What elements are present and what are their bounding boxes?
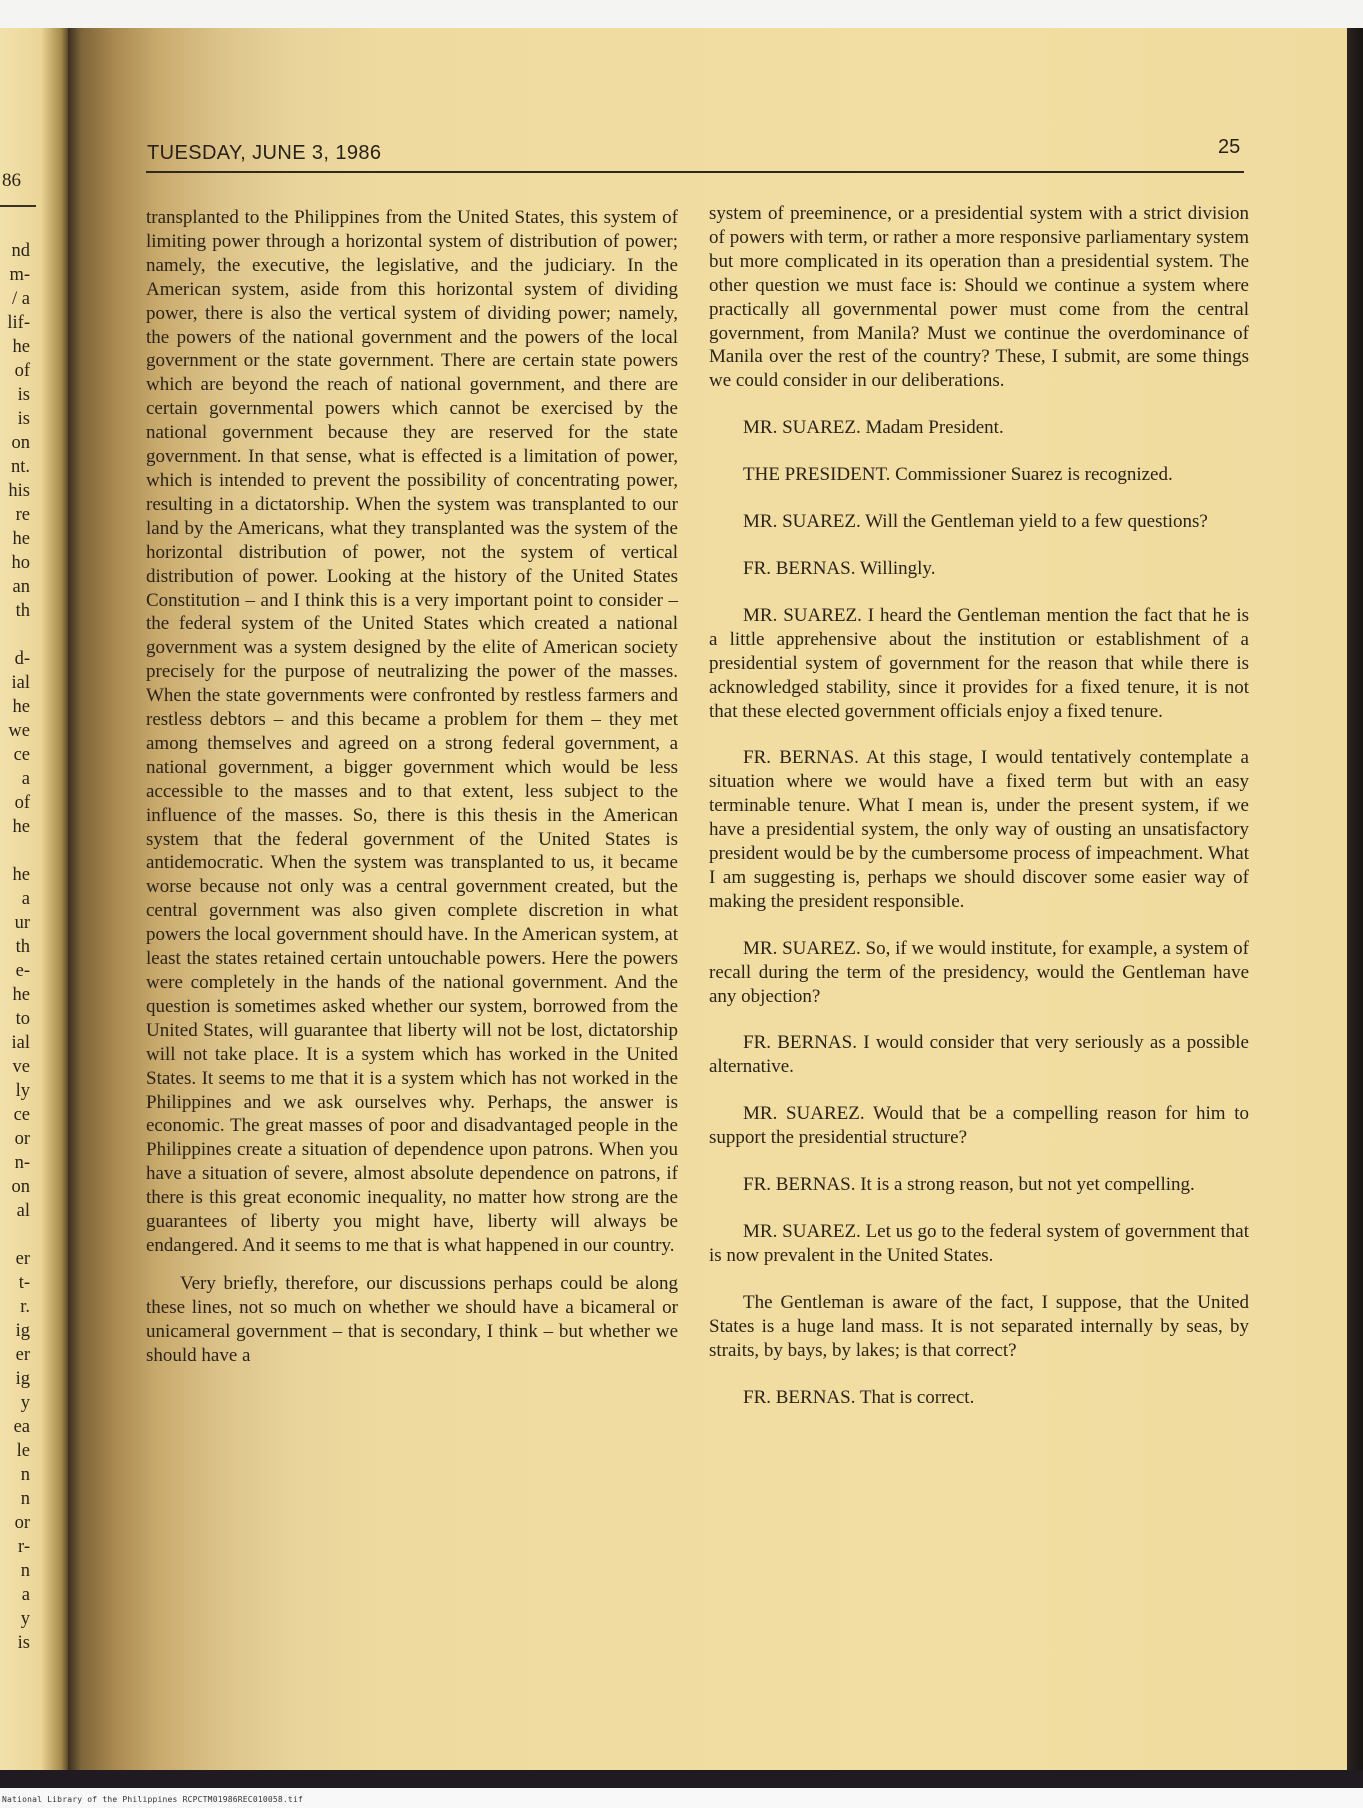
speaker-line: MR. SUAREZ. Would that be a compelling reason for him to support the presidential structure? bbox=[709, 1103, 1249, 1149]
previous-page-fragment: y bbox=[20, 1393, 30, 1413]
previous-page-fragment: his bbox=[8, 481, 30, 501]
previous-page-fragment: on bbox=[11, 1177, 30, 1197]
page-header-date: TUESDAY, JUNE 3, 1986 bbox=[147, 142, 382, 164]
previous-page-fragment: m- bbox=[9, 265, 30, 285]
scan-bottom-background bbox=[0, 1770, 1363, 1788]
previous-page-edge bbox=[0, 28, 68, 1770]
scan-top-margin bbox=[0, 0, 1363, 28]
previous-page-rule bbox=[0, 205, 36, 207]
right-column bbox=[709, 202, 1249, 1409]
previous-page-fragment: an bbox=[12, 577, 30, 597]
previous-page-fragment: or bbox=[14, 1513, 30, 1533]
previous-page-fragment bbox=[0, 839, 30, 863]
previous-page-fragment: th bbox=[15, 601, 30, 621]
previous-page-fragment: ce bbox=[13, 745, 30, 765]
previous-page-fragment: al bbox=[16, 1201, 30, 1221]
previous-page-fragment: nd bbox=[11, 241, 30, 261]
previous-page-fragment: ce bbox=[13, 1105, 30, 1125]
previous-page-fragment: ig bbox=[15, 1321, 30, 1341]
previous-page-fragment: t- bbox=[18, 1273, 30, 1293]
previous-page-fragment: a bbox=[21, 889, 30, 909]
previous-page-fragment: n- bbox=[14, 1153, 30, 1173]
previous-page-fragment: n bbox=[20, 1561, 30, 1581]
previous-page-fragment: he bbox=[12, 337, 30, 357]
previous-page-fragment: th bbox=[15, 937, 30, 957]
previous-page-fragment: on bbox=[11, 433, 30, 453]
previous-page-fragment: le bbox=[16, 1441, 30, 1461]
previous-page-fragment: / a bbox=[12, 289, 30, 309]
previous-page-number: 86 bbox=[2, 170, 21, 191]
previous-page-fragment: or bbox=[14, 1129, 30, 1149]
previous-page-fragment: is bbox=[17, 385, 30, 405]
previous-page-fragment: he bbox=[12, 529, 30, 549]
speaker-line: FR. BERNAS. I would consider that very seriously as a possible alternative. bbox=[709, 1032, 1249, 1078]
previous-page-fragment: er bbox=[15, 1345, 30, 1365]
previous-page-fragment: is bbox=[17, 1633, 30, 1653]
previous-page-fragment: n bbox=[20, 1465, 30, 1485]
previous-page-fragment: he bbox=[12, 985, 30, 1005]
previous-page-fragment: he bbox=[12, 817, 30, 837]
previous-page-fragment: of bbox=[14, 793, 30, 813]
previous-page-fragment: ho bbox=[11, 553, 30, 573]
previous-page-fragment: ve bbox=[12, 1057, 30, 1077]
previous-page-fragment: ig bbox=[15, 1369, 30, 1389]
speaker-line: MR. SUAREZ. Madam President. bbox=[743, 417, 1004, 439]
previous-page-fragment bbox=[0, 623, 30, 647]
previous-page-fragment: d- bbox=[14, 649, 30, 669]
previous-page-fragment: he bbox=[12, 697, 30, 717]
speaker-line: MR. SUAREZ. Will the Gentleman yield to a few questions? bbox=[743, 511, 1208, 533]
speaker-line: MR. SUAREZ. Let us go to the federal system of government that is now prevalent in the United States. bbox=[709, 1221, 1249, 1266]
previous-page-fragment: ly bbox=[15, 1081, 30, 1101]
previous-page-fragment: er bbox=[15, 1249, 30, 1269]
previous-page-fragment bbox=[0, 1223, 30, 1247]
speaker-line: FR. BERNAS. It is a strong reason, but not yet compelling. bbox=[743, 1174, 1195, 1196]
speaker-line: FR. BERNAS. Willingly. bbox=[743, 557, 936, 579]
previous-page-fragment: a bbox=[21, 1585, 30, 1605]
previous-page-fragment: r. bbox=[20, 1297, 30, 1317]
speaker-line: The Gentleman is aware of the fact, I suppose, that the United States is a huge land mass. It is not separated internally by seas, by straits, by bays, by lakes; is that correct? bbox=[709, 1291, 1249, 1361]
previous-page-fragment: r- bbox=[18, 1537, 30, 1557]
previous-page-fragment: lif- bbox=[7, 313, 30, 333]
previous-page-fragment: ur bbox=[14, 913, 30, 933]
previous-page-fragment: ea bbox=[13, 1417, 30, 1437]
speaker-line: MR. SUAREZ. I heard the Gentleman mention the fact that he is a little apprehensive about the institution or establishment of a presidential system of government for the reason that while there is acknowledged stability, since it provides for a fixed tenure, it is not that these elected government officials enjoy a fixed tenure. bbox=[709, 604, 1249, 722]
previous-page-fragment: e- bbox=[15, 961, 30, 981]
previous-page-fragment: he bbox=[12, 865, 30, 885]
left-column bbox=[146, 206, 678, 1368]
speaker-line: MR. SUAREZ. So, if we would institute, for example, a system of recall during the term of the presidency, would the Gentleman have any objection? bbox=[709, 937, 1249, 1007]
previous-page-fragment: y bbox=[20, 1609, 30, 1629]
previous-page-fragment: is bbox=[17, 409, 30, 429]
previous-page-fragment: of bbox=[14, 361, 30, 381]
speaker-line: THE PRESIDENT. Commissioner Suarez is recognized. bbox=[743, 464, 1173, 486]
previous-page-fragment: a bbox=[21, 769, 30, 789]
speaker-line: FR. BERNAS. At this stage, I would tentatively contemplate a situation where we would have a fixed term but with an easy terminable tenure. What I mean is, under the present system, if we have a presidential system, the only way of ousting an unsatisfactory president would be by the cumbersome process of impeachment. What I am suggesting is, perhaps we should discover some easier way of making the president responsible. bbox=[709, 747, 1249, 912]
previous-page-fragment: n bbox=[20, 1489, 30, 1509]
speaker-line: FR. BERNAS. That is correct. bbox=[743, 1386, 975, 1408]
left-paragraph: Very briefly, therefore, our discussions perhaps could be along these lines, not so much on whether we should have a bicameral or unicameral government – that is secondary, I think – but whether we should have a bbox=[146, 1272, 678, 1366]
previous-page-fragment: to bbox=[15, 1009, 30, 1029]
header-rule bbox=[146, 171, 1244, 173]
previous-page-fragment: nt. bbox=[10, 457, 30, 477]
page-number: 25 bbox=[1218, 136, 1241, 158]
previous-page-fragment: ial bbox=[11, 1033, 30, 1053]
previous-page-text-fragments bbox=[0, 239, 30, 1655]
scan-footer-label: National Library of the Philippines RCPCTM01986REC010058.tif bbox=[2, 1795, 303, 1804]
previous-page-fragment: re bbox=[15, 505, 30, 525]
previous-page-fragment: we bbox=[8, 721, 30, 741]
left-paragraph: transplanted to the Philippines from the United States, this system of limiting power through a horizontal system of distribution of power; namely, the executive, the legislative, and the judiciary. In the American system, aside from this horizontal system of dividing power, there is also the vertical system of dividing power; namely, the powers of the national government and the powers of the local government or the state government. There are certain state powers which are beyond the reach of national government, and there are certain governmental powers which cannot be exercised by the national government because they are reserved for the state government. In that sense, what is effected is a limitation of power, which is intended to prevent the possibility of concentrating power, resulting in a dictatorship. When the system was transplanted to our land by the Americans, what they transplanted was the system of the horizontal distribution of power, not the system of vertical distribution of power. Looking at the history of the United States Constitution – and I think this is a very important point to consider – the federal system of the United States which created a national government was a system designed by the elite of American society precisely for the purpose of neutralizing the power of the masses. When the state governments were confronted by restless farmers and restless debtors – and this became a problem for them – they met among themselves and agreed on a strong federal government, a national government, a bigger government which would be less accessible to the masses and to that extent, less subject to the influence of the masses. So, there is this thesis in the American system that the federal government of the United States is antidemocratic. When the system was transplanted to us, it became worse because not only was a central government created, but the central government was also given complete discretion in what powers the local government should have. In the American system, at least the states retained certain untouchable powers. Here the powers were completely in the hands of the national government. And the question is sometimes asked whether our system, borrowed from the United States, will guarantee that liberty will not be lost, dictatorship will not take place. It is a system which has worked in the United States. It seems to me that it is a system which has not worked in the Philippines and we ask ourselves why. Perhaps, the answer is economic. The great masses of poor and disadvantaged people in the Philippines create a situation of dependence upon patrons. When you have a situation of severe, almost absolute dependence on patrons, if there is this great economic inequality, no matter how strong are the guarantees of liberty you might have, liberty will always be endangered. And it seems to me that is what happened in our country. bbox=[146, 207, 678, 1256]
previous-page-fragment: ial bbox=[11, 673, 30, 693]
right-paragraph: system of preeminence, or a presidential system with a strict division of powers with term, or rather a more responsive parliamentary system but more complicated in its operation than a presidential system. The other question we must face is: Should we continue a system where practically all governmental power must come from the central government, from Manila? Must we continue the overdominance of Manila over the rest of the country? These, I submit, are some things we could consider in our deliberations. bbox=[709, 203, 1249, 392]
page-right-edge bbox=[1347, 28, 1363, 1770]
